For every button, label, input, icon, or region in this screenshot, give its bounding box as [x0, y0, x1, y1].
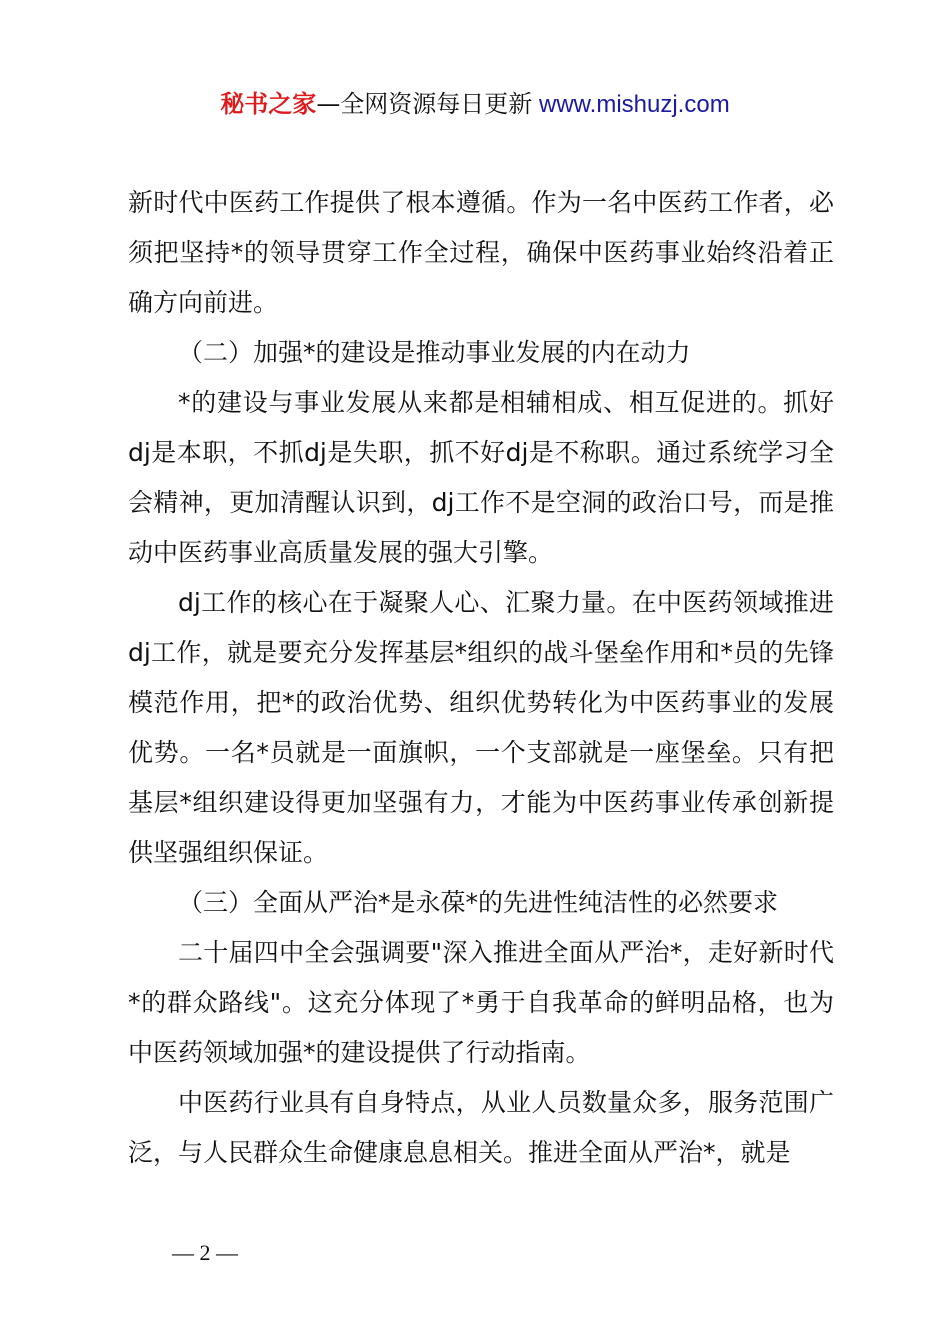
header-tagline: —全网资源每日更新: [316, 90, 533, 118]
paragraph-continuation: 新时代中医药工作提供了根本遵循。作为一名中医药工作者，必须把坚持*的领导贯穿工作全过程，确保中医药事业始终沿着正确方向前进。: [128, 188, 834, 317]
section-heading-2: （二）加强*的建设是推动事业发展的内在动力: [178, 338, 691, 367]
document-body: [128, 178, 834, 1178]
paragraph: 二十届四中全会强调要"深入推进全面从严治*，走好新时代*的群众路线"。这充分体现了*勇于自我革命的鲜明品格，也为中医药领域加强*的建设提供了行动指南。: [128, 938, 834, 1067]
page-number: — 2 —: [172, 1240, 238, 1265]
section-heading-3: （三）全面从严治*是永葆*的先进性纯洁性的必然要求: [178, 888, 779, 917]
document-header: [0, 86, 950, 123]
paragraph: 中医药行业具有自身特点，从业人员数量众多，服务范围广泛，与人民群众生命健康息息相关。推进全面从严治*，就是: [128, 1088, 834, 1167]
paragraph: dj工作的核心在于凝聚人心、汇聚力量。在中医药领域推进dj工作，就是要充分发挥基层*组织的战斗堡垒作用和*员的先锋模范作用，把*的政治优势、组织优势转化为中医药事业的发展优势。一名*员就是一面旗帜，一个支部就是一座堡垒。只有把基层*组织建设得更加坚强有力，才能为中医药事业传承创新提供坚强组织保证。: [128, 588, 834, 867]
header-brand: 秘书之家: [220, 90, 317, 118]
paragraph: *的建设与事业发展从来都是相辅相成、相互促进的。抓好dj是本职，不抓dj是失职，抓不好dj是不称职。通过系统学习全会精神，更加清醒认识到，dj工作不是空洞的政治口号，而是推动中医药事业高质量发展的强大引擎。: [128, 388, 834, 567]
header-url[interactable]: www.mishuzj.com: [532, 91, 730, 118]
